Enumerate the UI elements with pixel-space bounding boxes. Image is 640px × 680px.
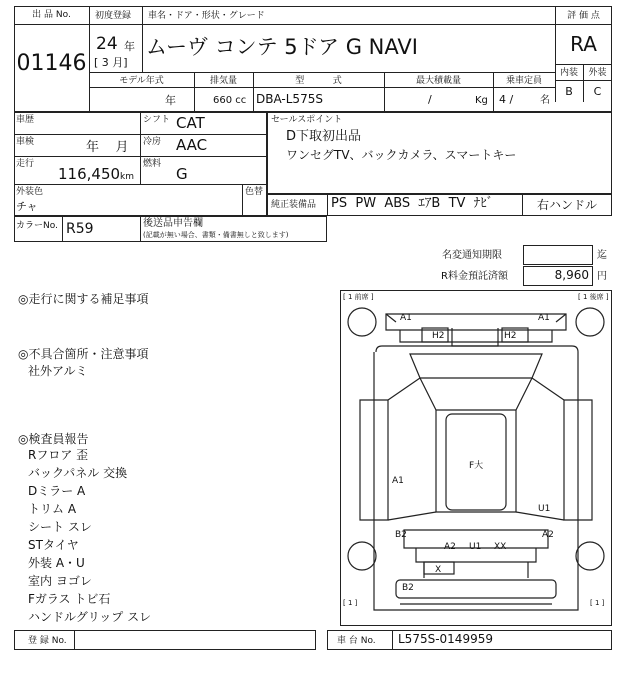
ext-color-value: チャ <box>16 200 38 213</box>
corner-label: [ 1 ] <box>343 599 358 607</box>
ext-color-label: 外装色 <box>16 187 44 197</box>
max-load-unit: Kg <box>475 95 488 106</box>
lot-no: 01146 <box>16 51 87 76</box>
ac-value: AAC <box>176 136 208 154</box>
inspector-item: STタイヤ <box>28 538 79 552</box>
damage-mark: XX <box>494 542 507 552</box>
car-name: ムーヴ コンテ 5ドア G NAVI <box>146 35 418 59</box>
equipment-value: PS PW ABS ｴｱB TV ﾅﾋﾞ <box>331 196 494 211</box>
damage-mark: A1 <box>392 476 404 486</box>
fuel-value: G <box>176 165 188 183</box>
damage-mark: F大 <box>469 461 484 471</box>
registration-label: 登 録 No. <box>28 636 67 646</box>
post-docs-note: (記載が無い場合、書類・備書無しと致します) <box>143 231 289 239</box>
color-change-label: 色替 <box>245 187 264 197</box>
inspector-item: トリム A <box>28 502 77 516</box>
chassis-value: L575S-0149959 <box>398 632 493 646</box>
mileage-value: 116,450 <box>58 165 121 183</box>
damage-mark: A2 <box>444 542 456 552</box>
color-no-value: R59 <box>66 221 94 237</box>
post-docs-label: 後送品申告欄 <box>143 218 203 229</box>
divider <box>14 156 267 157</box>
divider <box>89 87 555 88</box>
defect-item: 社外アルミ <box>28 364 88 378</box>
damage-mark: A1 <box>538 313 550 323</box>
score-value: RA <box>570 32 597 56</box>
name-change-box <box>523 245 593 265</box>
damage-mark: A2 <box>542 530 554 540</box>
inspector-item: 外装 A・U <box>28 556 85 570</box>
driving-notes-title: ◎走行に関する補足事項 <box>18 292 149 306</box>
car-damage-diagram <box>340 290 612 626</box>
mileage-label: 走行 <box>16 159 35 169</box>
inspector-item: Rフロア 歪 <box>28 448 89 462</box>
divider <box>555 24 612 25</box>
inspection-value: 年 月 <box>86 140 129 155</box>
corner-label: [ 1 前席 ] <box>343 293 374 301</box>
capacity-label: 乗車定員 <box>505 76 542 86</box>
divider <box>392 630 393 650</box>
max-load-value: / <box>428 93 432 106</box>
reg-year: 24 <box>96 34 118 54</box>
recycle-value: 8,960 <box>554 268 589 282</box>
mileage-unit: km <box>120 172 134 182</box>
divider <box>14 184 267 185</box>
shift-value: CAT <box>176 114 205 132</box>
history-label: 車歴 <box>16 115 35 125</box>
divider <box>89 6 90 112</box>
defects-title: ◎不具合箇所・注意事項 <box>18 347 149 361</box>
exterior-score: C <box>593 85 602 98</box>
inspector-item: 室内 ヨゴレ <box>28 574 92 588</box>
max-load-label: 最大積載量 <box>415 76 461 86</box>
inspection-label: 車検 <box>16 137 35 147</box>
inspector-title: ◎検査員報告 <box>18 432 89 446</box>
inspector-item: Dミラー A <box>28 484 86 498</box>
damage-mark: X <box>435 565 442 575</box>
damage-mark: B2 <box>402 583 414 593</box>
model-year-value: 年 <box>165 94 176 107</box>
reg-month: [ 3 月] <box>94 56 128 69</box>
corner-label: [ 1 ] <box>590 599 605 607</box>
score-label: 評 価 点 <box>567 11 600 21</box>
divider <box>14 24 89 25</box>
divider <box>89 72 555 73</box>
interior-label: 内装 <box>559 68 578 78</box>
damage-mark: B2 <box>395 530 407 540</box>
damage-mark: H2 <box>432 331 445 341</box>
reg-year-unit: 年 <box>124 40 135 53</box>
capacity-value: 4 / <box>499 93 514 106</box>
equipment-label: 純正装備品 <box>271 200 317 210</box>
divider <box>74 630 75 650</box>
divider <box>142 6 143 72</box>
corner-label: [ 1 後席 ] <box>578 293 609 301</box>
damage-mark: H2 <box>504 331 517 341</box>
recycle-label: R料金預託済額 <box>441 271 508 282</box>
damage-mark: A1 <box>400 313 412 323</box>
sales-point-line1: D下取初出品 <box>286 129 362 144</box>
type-label: 型 式 <box>295 76 342 86</box>
displacement-label: 排気量 <box>209 76 237 86</box>
ac-label: 冷房 <box>143 137 162 147</box>
divider <box>242 184 243 216</box>
divider <box>140 216 141 242</box>
interior-score: B <box>565 85 573 98</box>
inspector-item: ハンドルグリップ スレ <box>28 610 152 624</box>
shift-label: シフト <box>143 115 171 125</box>
divider <box>327 194 328 216</box>
inspector-item: シート スレ <box>28 520 92 534</box>
capacity-unit: 名 <box>540 95 550 106</box>
name-change-unit: 迄 <box>597 250 607 261</box>
inspector-item: バックパネル 交換 <box>28 466 128 480</box>
exterior-label: 外装 <box>588 68 607 78</box>
displacement-value: 660 cc <box>213 95 247 106</box>
first-reg-label: 初度登録 <box>95 11 132 21</box>
divider <box>140 112 141 184</box>
lot-no-label: 出 品 No. <box>32 10 71 20</box>
divider <box>89 24 555 25</box>
divider <box>62 216 63 242</box>
damage-mark: U1 <box>469 542 482 552</box>
model-year-label: モデル年式 <box>119 76 164 86</box>
recycle-unit: 円 <box>597 271 607 282</box>
inspector-item: Fガラス トビ石 <box>28 592 111 606</box>
sales-point-label: セールスポイント <box>271 115 343 125</box>
chassis-label: 車 台 No. <box>337 636 376 646</box>
sales-point-line2: ワンセグTV、バックカメラ、スマートキー <box>286 148 517 162</box>
name-change-label: 名変通知期限 <box>442 250 502 261</box>
damage-mark: U1 <box>538 504 551 514</box>
steering-side: 右ハンドル <box>536 198 597 212</box>
type-value: DBA-L575S <box>256 92 323 106</box>
fuel-label: 燃料 <box>143 159 162 169</box>
color-no-label: カラーNo. <box>16 221 58 231</box>
car-name-label: 車名・ドア・形状・グレード <box>148 11 265 21</box>
divider <box>14 134 267 135</box>
